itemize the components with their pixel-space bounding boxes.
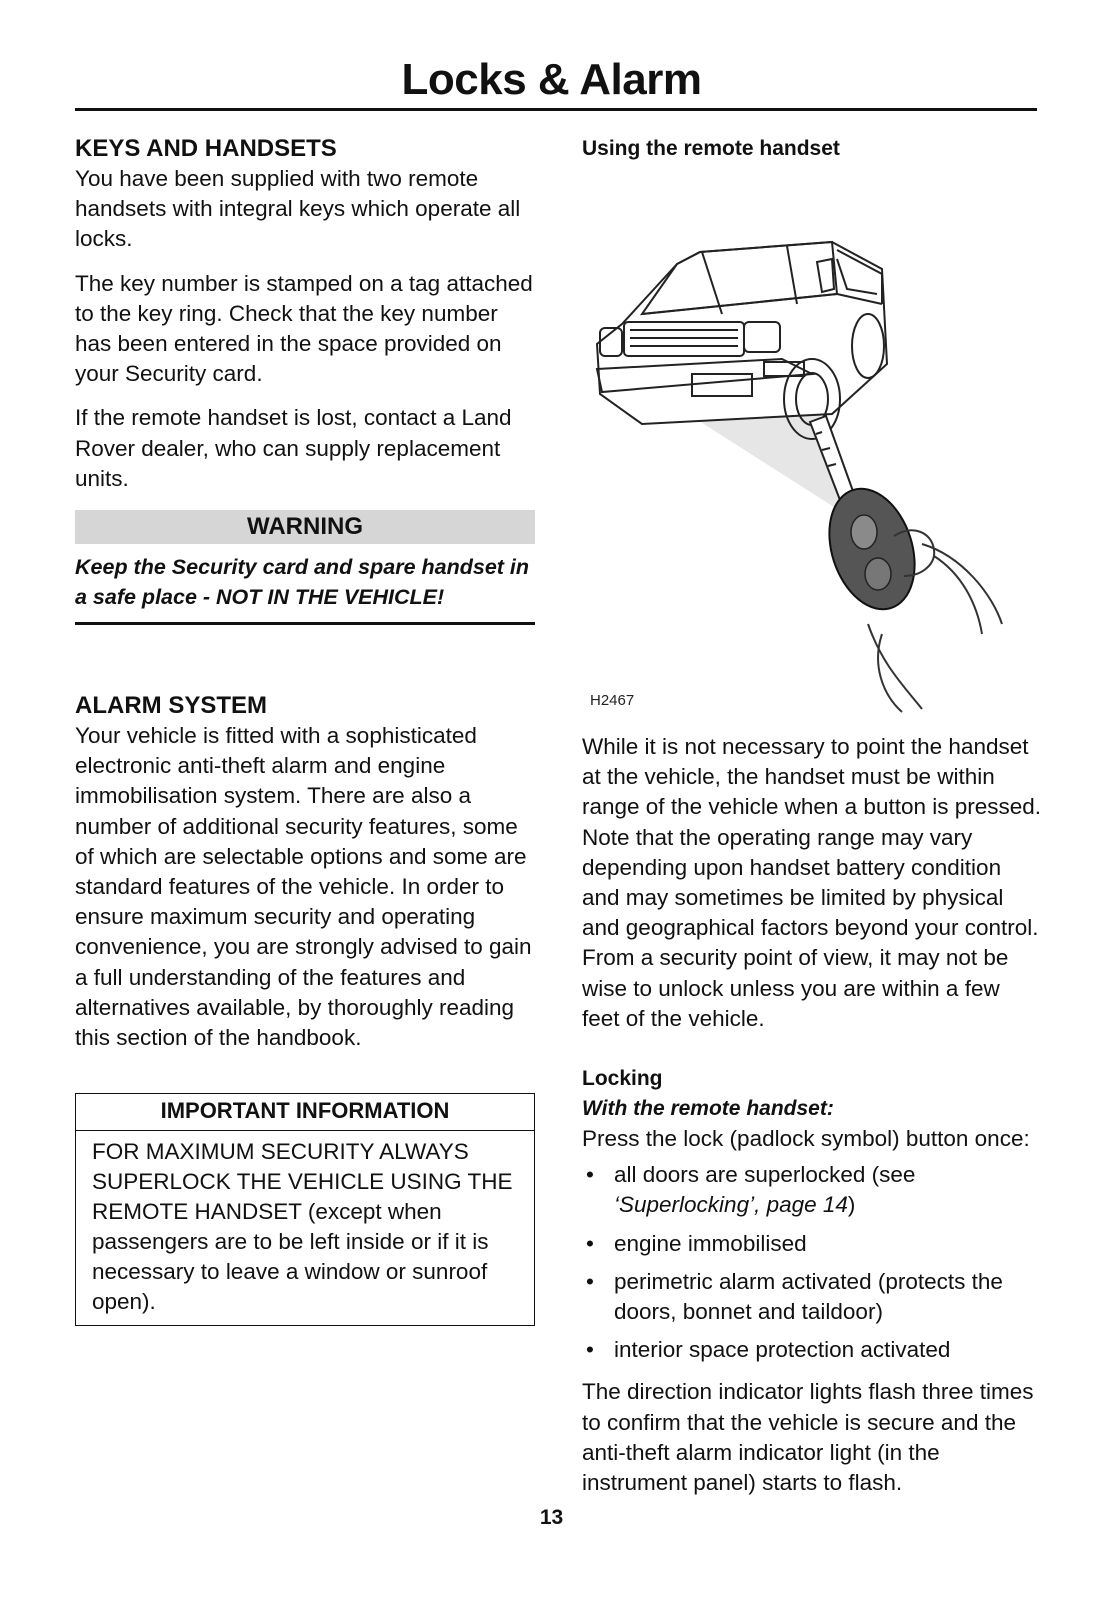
illustration-code: H2467 <box>590 692 635 709</box>
keys-paragraph-2: The key number is stamped on a tag attached to the key ring. Check that the key number has been entered in the space provided on your Security card. <box>75 270 533 387</box>
important-information-heading: IMPORTANT INFORMATION <box>76 1094 534 1131</box>
keys-handsets-heading: KEYS AND HANDSETS <box>75 135 337 162</box>
locking-heading: Locking <box>582 1067 663 1091</box>
page-number: 13 <box>539 1506 564 1529</box>
locking-intro: Press the lock (padlock symbol) button once: <box>582 1126 1030 1152</box>
warning-text: Keep the Security card and spare handset in a safe place - NOT IN THE VEHICLE! <box>75 544 535 625</box>
title-rule <box>75 108 1037 111</box>
flash-paragraph: The direction indicator lights flash three times to confirm that the vehicle is secure and the anti-theft alarm indicator light (in the instrument panel) starts to flash. <box>582 1379 1034 1496</box>
alarm-system-heading: ALARM SYSTEM <box>75 692 267 720</box>
bullet-icon: • <box>586 1162 594 1188</box>
right-column <box>582 134 1042 1498</box>
page-title: Locks & Alarm <box>401 55 702 104</box>
bullet-text: perimetric alarm activated (protects the doors, bonnet and taildoor) <box>614 1268 1003 1325</box>
list-item <box>582 1335 1042 1365</box>
bullet-icon: • <box>586 1337 594 1363</box>
bullet-text: all doors are superlocked (see <box>614 1162 916 1188</box>
bullet-text: interior space protection activated <box>614 1337 951 1363</box>
superlocking-reference: ‘Superlocking’, page 14 <box>614 1192 848 1218</box>
remote-handset-heading: Using the remote handset <box>582 137 840 160</box>
list-item <box>582 1160 1042 1220</box>
list-item <box>582 1229 1042 1259</box>
bullet-tail: ) <box>847 1192 856 1218</box>
left-column <box>75 134 535 1326</box>
bullet-icon: • <box>586 1268 594 1294</box>
range-paragraph: While it is not necessary to point the handset at the vehicle, the handset must be within range of the vehicle when a button is pressed. Note that the operating range may vary depending upon handset battery condition and may sometimes be limited by physical and geographical factors beyond your control. From a security point of view, it may not be wise to unlock unless you are within a few feet of the vehicle. <box>582 734 1042 1031</box>
warning-banner: WARNING <box>75 510 535 544</box>
list-item <box>582 1267 1042 1327</box>
locking-subheading: With the remote handset: <box>582 1097 834 1121</box>
vehicle-handset-illustration <box>582 164 1042 724</box>
locking-bullet-list <box>582 1160 1042 1365</box>
alarm-paragraph: Your vehicle is fitted with a sophisticated electronic anti-theft alarm and engine immobilisation system. There are also a number of additional security features, some of which are selectable options and some are standard features of the vehicle. In order to ensure maximum security and operating convenience, you are strongly advised to gain a full understanding of the features and alternatives available, by thoroughly reading this section of the handbook. <box>75 723 532 1051</box>
keys-paragraph-1: You have been supplied with two remote handsets with integral keys which operate all locks. <box>75 166 521 252</box>
car-key-fob-drawing <box>582 164 1042 714</box>
keys-paragraph-3: If the remote handset is lost, contact a Land Rover dealer, who can supply replacement units. <box>75 405 512 491</box>
car-icon <box>597 242 887 439</box>
bullet-text: engine immobilised <box>614 1230 807 1256</box>
important-information-text: FOR MAXIMUM SECURITY ALWAYS SUPERLOCK THE VEHICLE USING THE REMOTE HANDSET (except when passengers are to be left inside or if it is necessary to leave a window or sunroof open). <box>92 1139 513 1315</box>
bullet-icon: • <box>586 1230 594 1256</box>
important-information-box <box>75 1093 535 1326</box>
